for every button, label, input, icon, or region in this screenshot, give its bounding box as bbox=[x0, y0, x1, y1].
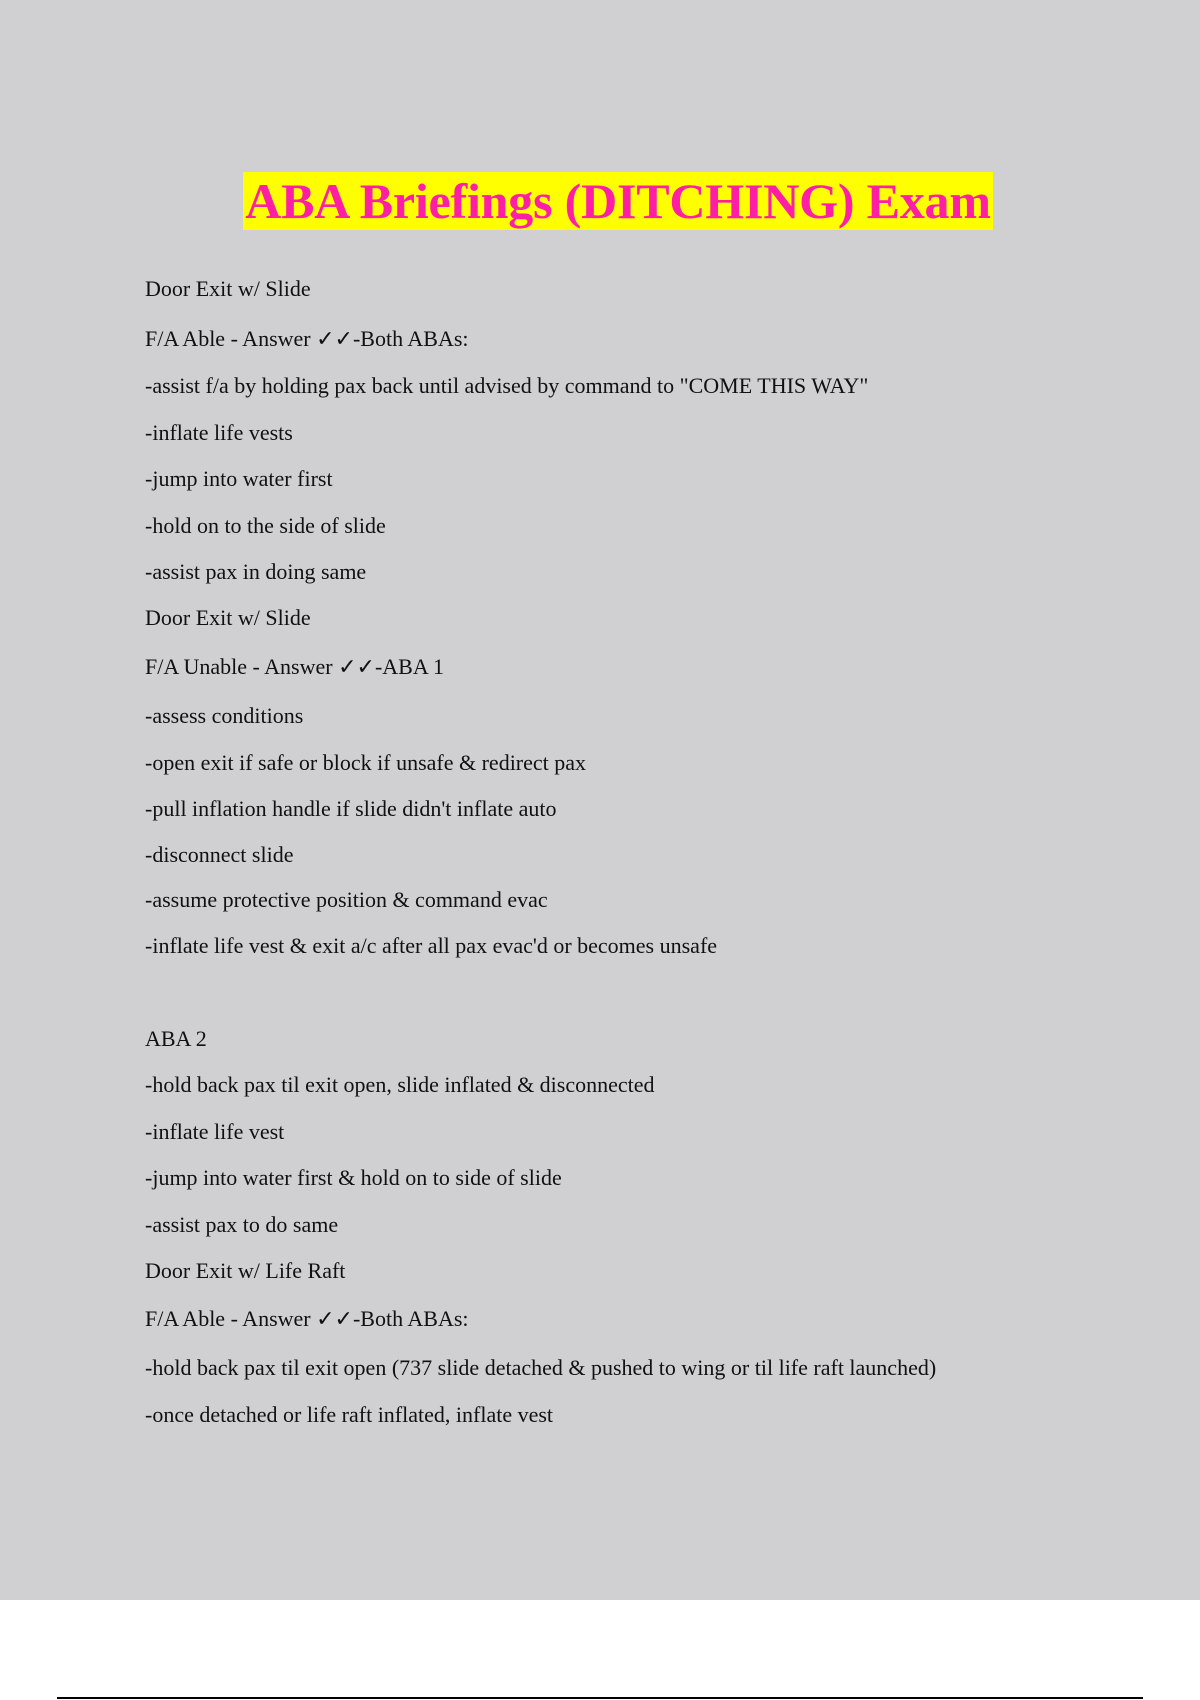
text-line: -once detached or life raft inflated, inflate vest bbox=[145, 1402, 554, 1427]
text-line: -assist pax to do same bbox=[145, 1212, 339, 1237]
text-line: Door Exit w/ Life Raft bbox=[145, 1258, 346, 1283]
text-line: -jump into water first & hold on to side of slide bbox=[145, 1165, 562, 1190]
text-line: -pull inflation handle if slide didn't inflate auto bbox=[145, 796, 557, 821]
text-line: ABA 2 bbox=[145, 1026, 207, 1051]
text-line: -open exit if safe or block if unsafe & redirect pax bbox=[145, 750, 587, 775]
text-line: -assume protective position & command evac bbox=[145, 887, 548, 912]
text-line: F/A Able - Answer ✓✓-Both ABAs: bbox=[145, 326, 469, 351]
text-line: -assist pax in doing same bbox=[145, 559, 367, 584]
text-line: -jump into water first bbox=[145, 466, 333, 491]
footer-divider bbox=[57, 1697, 1143, 1699]
text-line: -inflate life vest bbox=[145, 1119, 285, 1144]
text-line: Door Exit w/ Slide bbox=[145, 276, 311, 301]
text-line: -inflate life vest & exit a/c after all pax evac'd or becomes unsafe bbox=[145, 933, 718, 958]
text-line: -inflate life vests bbox=[145, 420, 293, 445]
text-line: -hold back pax til exit open (737 slide detached & pushed to wing or til life raft launched) bbox=[145, 1355, 937, 1380]
text-line: Door Exit w/ Slide bbox=[145, 605, 311, 630]
text-line: -disconnect slide bbox=[145, 842, 294, 867]
text-line: -assist f/a by holding pax back until advised by command to "COME THIS WAY" bbox=[145, 373, 869, 398]
title-container bbox=[0, 172, 1200, 230]
text-line: -assess conditions bbox=[145, 703, 304, 728]
text-line: -hold back pax til exit open, slide inflated & disconnected bbox=[145, 1072, 655, 1097]
text-line: F/A Unable - Answer ✓✓-ABA 1 bbox=[145, 654, 445, 679]
document-title: ABA Briefings (DITCHING) Exam bbox=[245, 173, 991, 229]
text-line: -hold on to the side of slide bbox=[145, 513, 386, 538]
text-line: F/A Able - Answer ✓✓-Both ABAs: bbox=[145, 1306, 469, 1331]
